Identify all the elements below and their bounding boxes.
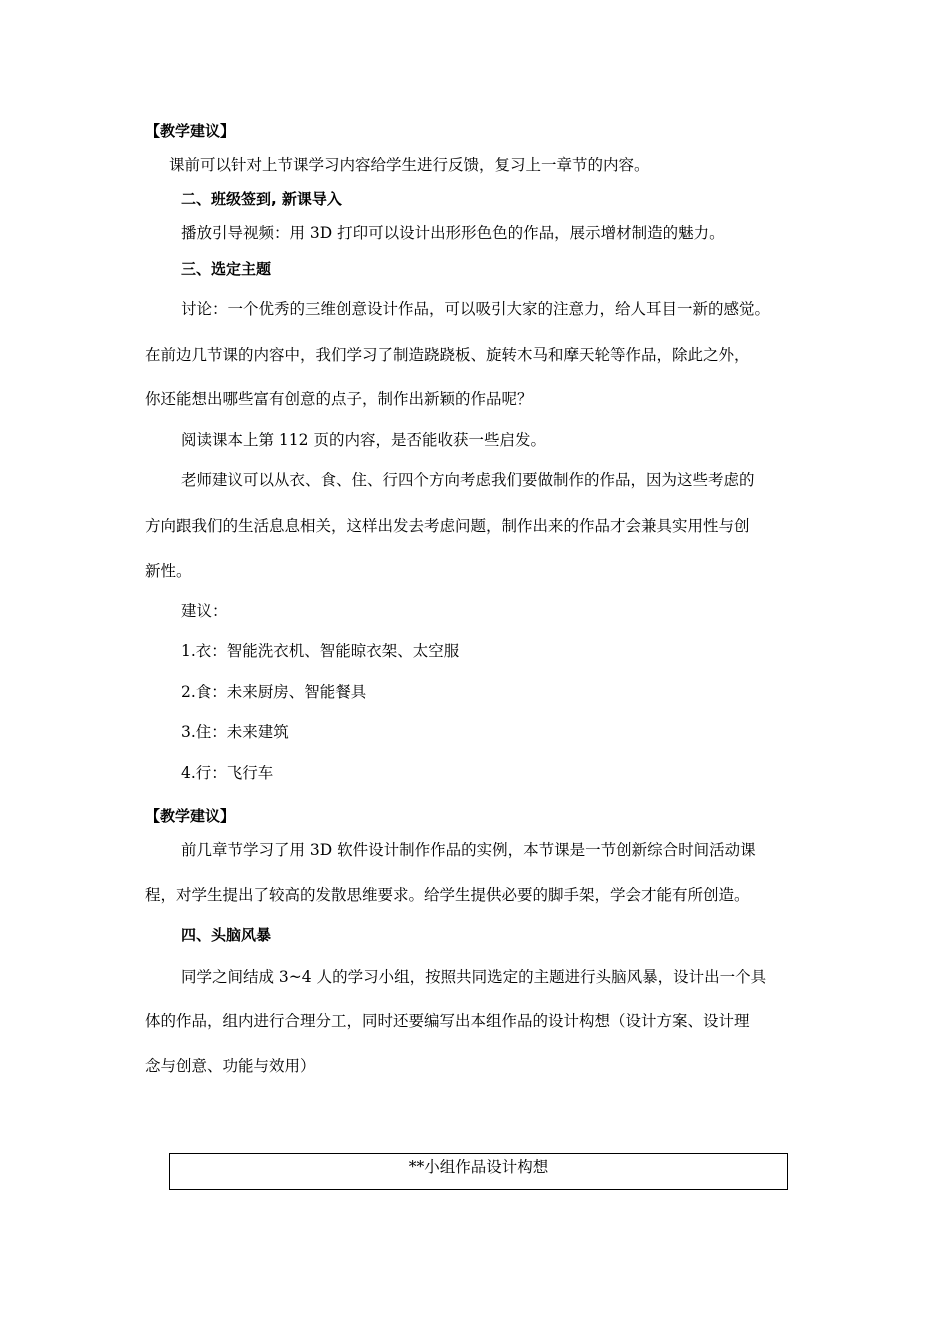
design-concept-table: [169, 1153, 788, 1190]
paragraph-line: 阅读课本上第 112 页的内容，是否能收获一些启发。: [181, 431, 546, 449]
paragraph-line: 播放引导视频：用 3D 打印可以设计出形形色色的作品，展示增材制造的魅力。: [181, 224, 725, 242]
paragraph-line: 老师建议可以从衣、食、住、行四个方向考虑我们要做制作的作品，因为这些考虑的: [181, 471, 755, 489]
paragraph-line: 2.食：未来厨房、智能餐具: [181, 683, 367, 701]
paragraph-line: 在前边几节课的内容中，我们学习了制造跷跷板、旋转木马和摩天轮等作品，除此之外，: [145, 346, 750, 364]
section-heading: 三、选定主题: [181, 260, 272, 278]
paragraph-line: 念与创意、功能与效用）: [145, 1057, 316, 1075]
paragraph-line: 体的作品，组内进行合理分工，同时还要编写出本组作品的设计构想（设计方案、设计理: [145, 1012, 750, 1030]
paragraph-line: 前几章节学习了用 3D 软件设计制作作品的实例，本节课是一节创新综合时间活动课: [181, 841, 756, 859]
section-heading: 【教学建议】: [145, 807, 236, 825]
paragraph-line: 1.衣：智能洗衣机、智能晾衣架、太空服: [181, 642, 460, 660]
table-title: **小组作品设计构想: [408, 1158, 549, 1176]
paragraph-line: 程，对学生提出了较高的发散思维要求。给学生提供必要的脚手架，学会才能有所创造。: [145, 886, 750, 904]
section-heading: 二、班级签到, 新课导入: [181, 190, 342, 208]
paragraph-line: 新性。: [145, 562, 192, 580]
section-heading: 【教学建议】: [145, 122, 236, 140]
paragraph-line: 同学之间结成 3~4 人的学习小组，按照共同选定的主题进行头脑风暴，设计出一个具: [181, 968, 767, 986]
paragraph-line: 课前可以针对上节课学习内容给学生进行反馈，复习上一章节的内容。: [169, 156, 650, 174]
paragraph-line: 3.住：未来建筑: [181, 723, 289, 741]
paragraph-line: 方向跟我们的生活息息相关，这样出发去考虑问题，制作出来的作品才会兼具实用性与创: [145, 517, 750, 535]
paragraph-line: 4.行：飞行车: [181, 764, 274, 782]
paragraph-line: 你还能想出哪些富有创意的点子，制作出新颖的作品呢？: [145, 390, 533, 408]
paragraph-line: 建议：: [181, 602, 228, 620]
paragraph-line: 讨论：一个优秀的三维创意设计作品，可以吸引大家的注意力，给人耳目一新的感觉。: [181, 300, 771, 318]
section-heading: 四、头脑风暴: [181, 926, 272, 944]
